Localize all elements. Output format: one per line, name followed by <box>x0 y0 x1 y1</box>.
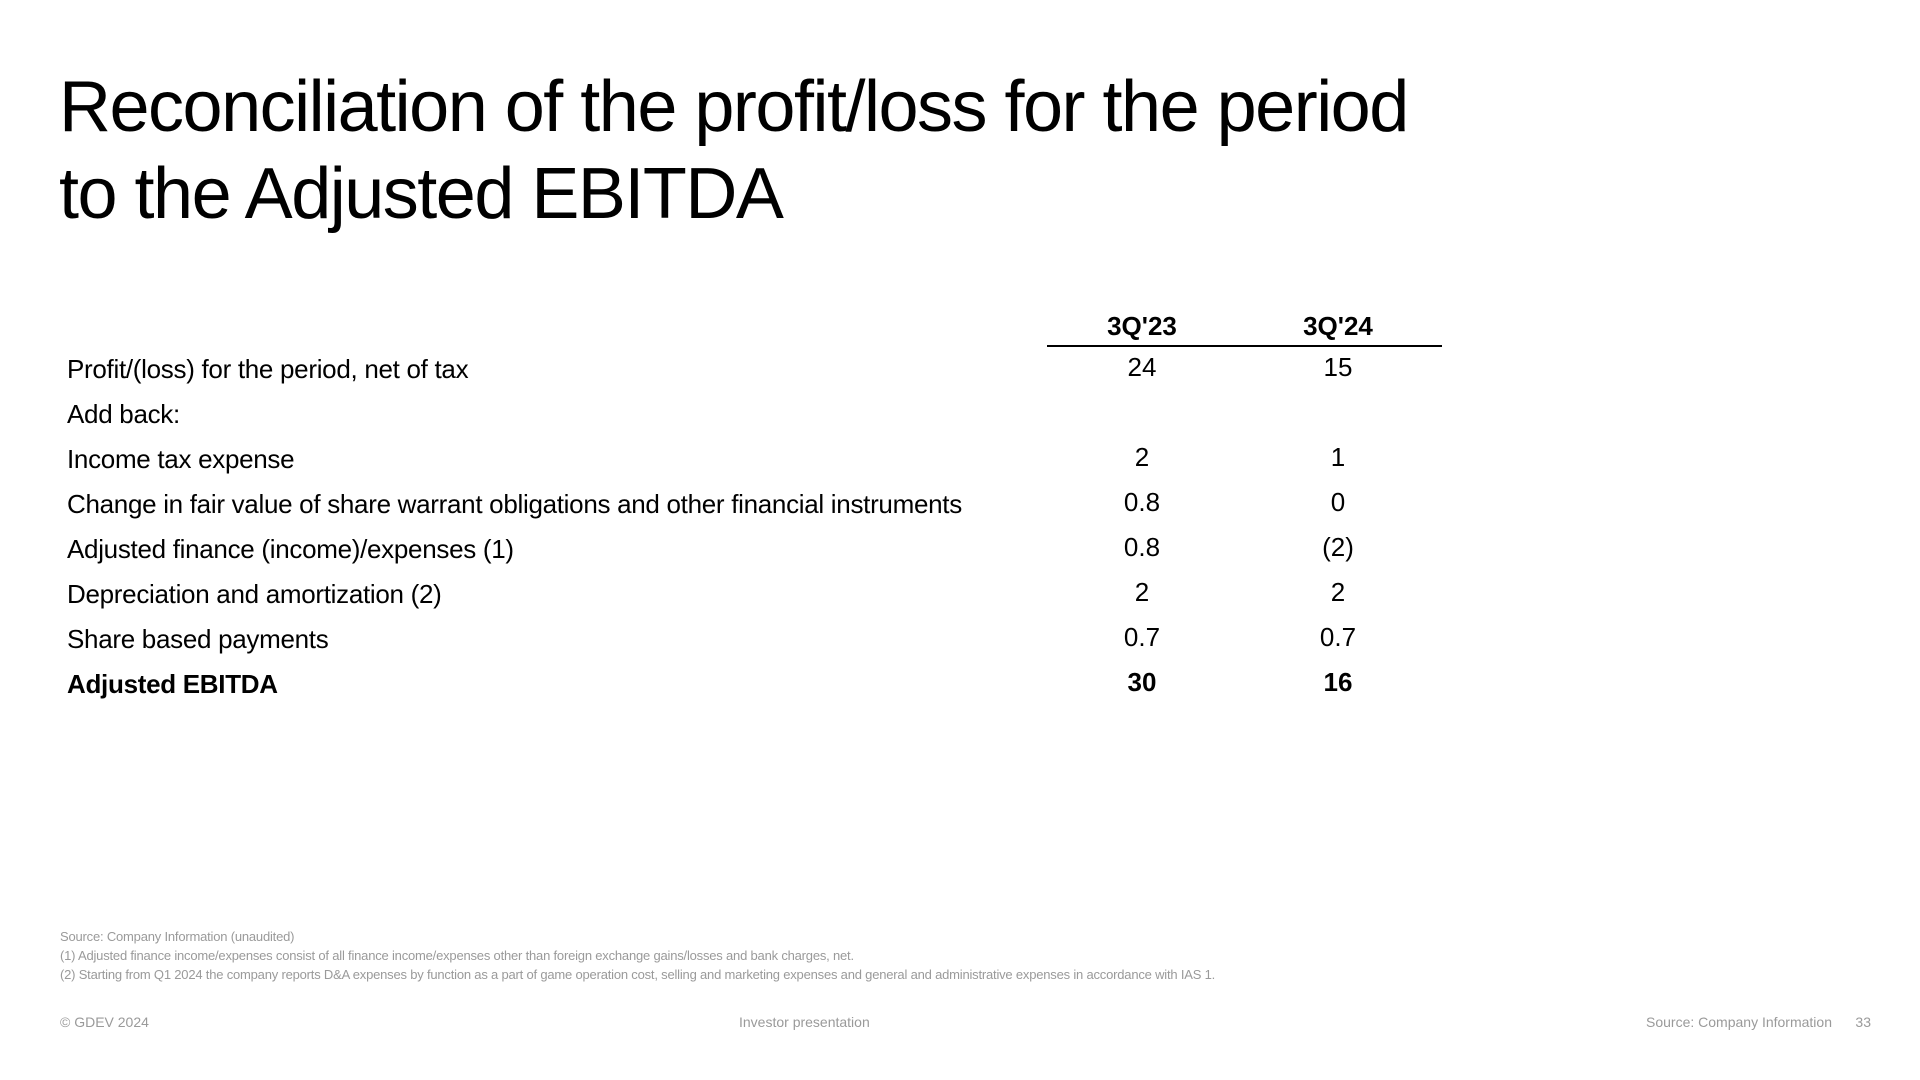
footer-presentation-label: Investor presentation <box>739 1014 870 1030</box>
table-row-adjusted-finance <box>60 527 1450 572</box>
row-label: Add back: <box>67 399 180 429</box>
row-value-3q24: (2) <box>1322 532 1354 562</box>
page-title-line-2: to the Adjusted EBITDA <box>59 154 783 234</box>
row-label: Share based payments <box>67 624 329 654</box>
row-value-3q23: 30 <box>1127 667 1157 697</box>
row-label: Profit/(loss) for the period, net of tax <box>67 354 469 384</box>
row-label: Change in fair value of share warrant obligations and other financial instruments <box>67 489 962 519</box>
table-row-depreciation <box>60 572 1450 617</box>
row-value-3q24: 16 <box>1323 667 1353 697</box>
row-value-3q24: 1 <box>1330 442 1346 472</box>
footnote-1: (1) Adjusted finance income/expenses consist of all finance income/expenses other than foreign exchange gains/losses and bank charges, net. <box>60 948 854 963</box>
table-row-income-tax <box>60 437 1450 482</box>
row-value-3q24: 0.7 <box>1319 622 1357 652</box>
footnotes <box>60 927 1215 984</box>
table-row-profit-loss <box>60 347 1450 392</box>
row-label: Depreciation and amortization (2) <box>67 579 442 609</box>
row-value-3q23: 2 <box>1134 577 1150 607</box>
table-row-fair-value-change <box>60 482 1450 527</box>
row-value-3q24: 0 <box>1330 487 1346 517</box>
column-header-3q23: 3Q'23 <box>1107 311 1177 341</box>
footer-source: Source: Company Information <box>1646 1014 1832 1030</box>
reconciliation-table <box>60 305 1450 707</box>
row-value-3q23: 0.8 <box>1123 487 1161 517</box>
row-value-3q24: 2 <box>1330 577 1346 607</box>
row-value-3q24: 15 <box>1323 352 1353 382</box>
row-value-3q23: 0.8 <box>1123 532 1161 562</box>
page-number: 33 <box>1855 1014 1871 1030</box>
row-value-3q23: 24 <box>1127 352 1157 382</box>
source-note: Source: Company Information (unaudited) <box>60 929 295 944</box>
table-row-adjusted-ebitda <box>60 662 1450 707</box>
row-label: Income tax expense <box>67 444 295 474</box>
column-header-3q24: 3Q'24 <box>1303 311 1373 341</box>
table-header-row <box>60 305 1450 347</box>
row-label: Adjusted finance (income)/expenses (1) <box>67 534 514 564</box>
table-row-add-back <box>60 392 1450 437</box>
page-title <box>59 64 1559 238</box>
page-title-line-1: Reconciliation of the profit/loss for the period <box>59 67 1408 147</box>
row-value-3q23: 2 <box>1134 442 1150 472</box>
row-value-3q23: 0.7 <box>1123 622 1161 652</box>
footnote-2: (2) Starting from Q1 2024 the company reports D&A expenses by function as a part of game operation cost, selling and marketing expenses and general and administrative expenses in accordance with IAS 1. <box>60 967 1216 982</box>
table-row-share-based-payments <box>60 617 1450 662</box>
footer-copyright: © GDEV 2024 <box>60 1014 149 1030</box>
row-label: Adjusted EBITDA <box>67 669 278 699</box>
